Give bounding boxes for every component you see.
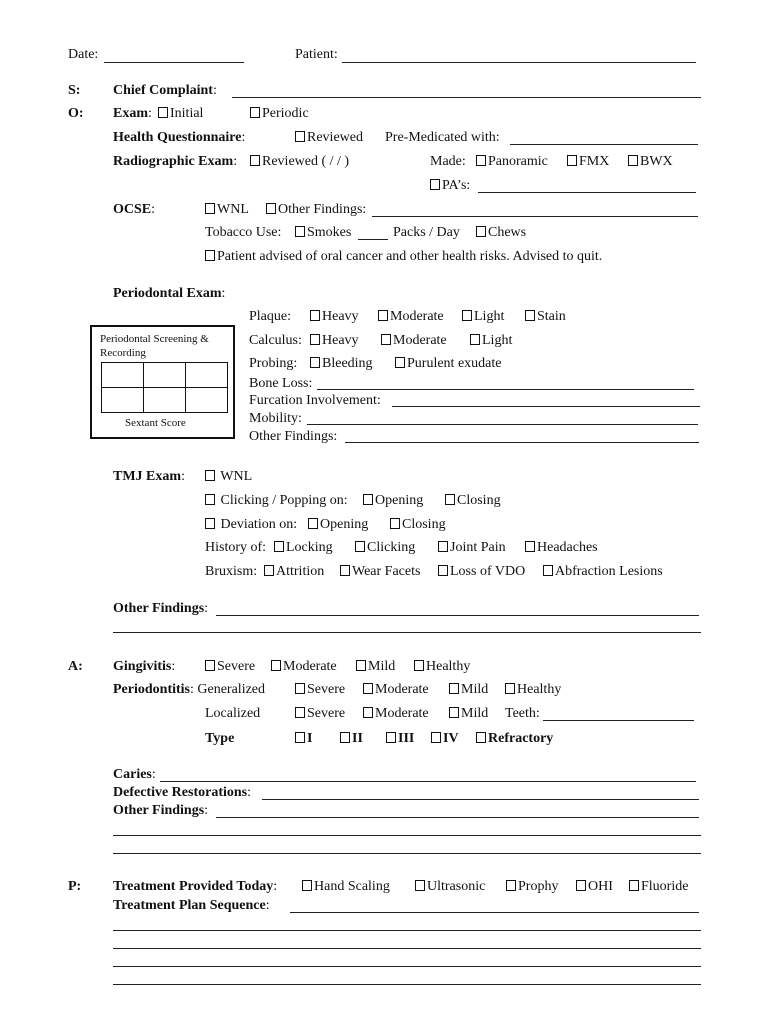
defective-restorations-field[interactable] bbox=[262, 799, 699, 800]
radiographic-exam-label: Radiographic Exam: bbox=[113, 154, 238, 169]
ocse-other-option[interactable]: Other Findings: bbox=[266, 202, 366, 218]
packs-field[interactable] bbox=[358, 239, 388, 240]
gingivitis-severe-option[interactable]: Severe bbox=[205, 659, 255, 675]
checkbox-icon[interactable] bbox=[355, 541, 365, 552]
checkbox-icon[interactable] bbox=[205, 250, 215, 261]
clicking-popping-option[interactable]: Clicking / Popping on: bbox=[205, 493, 348, 509]
ocse-wnl-option[interactable]: WNL bbox=[205, 202, 249, 218]
deviation-closing-option[interactable]: Closing bbox=[390, 517, 446, 533]
type-iv-option[interactable]: IV bbox=[431, 731, 459, 747]
checkbox-icon[interactable] bbox=[476, 732, 486, 743]
type-label: Type bbox=[205, 731, 235, 746]
a-other-findings-line[interactable] bbox=[113, 835, 701, 836]
a-other-findings-label: Other Findings: bbox=[113, 803, 209, 818]
gen-mild-option[interactable]: Mild bbox=[449, 682, 488, 698]
checkbox-icon[interactable] bbox=[567, 155, 577, 166]
tmj-exam-label: TMJ Exam: bbox=[113, 469, 185, 484]
checkbox-icon[interactable] bbox=[629, 880, 639, 891]
checkbox-icon[interactable] bbox=[356, 660, 366, 671]
section-p-letter: P: bbox=[68, 879, 82, 894]
ocse-label: OCSE: bbox=[113, 202, 156, 217]
plaque-label: Plaque: bbox=[249, 309, 291, 324]
premedicated-label: Pre-Medicated with: bbox=[385, 130, 500, 145]
checkbox-icon[interactable] bbox=[205, 470, 215, 481]
treatment-sequence-line[interactable] bbox=[113, 966, 701, 967]
o-other-findings-line[interactable] bbox=[113, 632, 701, 633]
checkbox-icon[interactable] bbox=[310, 334, 320, 345]
psr-box bbox=[90, 325, 235, 439]
clicking-opening-option[interactable]: Opening bbox=[363, 493, 423, 509]
checkbox-icon[interactable] bbox=[205, 518, 215, 529]
health-questionnaire-label: Health Questionnaire: bbox=[113, 130, 246, 145]
ocse-other-field[interactable] bbox=[372, 216, 698, 217]
calculus-label: Calculus: bbox=[249, 333, 302, 348]
bone-loss-label: Bone Loss: bbox=[249, 376, 313, 391]
checkbox-icon[interactable] bbox=[449, 707, 459, 718]
checkbox-icon[interactable] bbox=[250, 107, 260, 118]
checkbox-icon[interactable] bbox=[525, 310, 535, 321]
checkbox-icon[interactable] bbox=[363, 707, 373, 718]
ohi-option[interactable]: OHI bbox=[576, 879, 613, 895]
sextant-cell[interactable] bbox=[143, 387, 186, 413]
perio-other-findings-field[interactable] bbox=[345, 442, 699, 443]
checkbox-icon[interactable] bbox=[274, 541, 284, 552]
checkbox-icon[interactable] bbox=[628, 155, 638, 166]
attrition-option[interactable]: Attrition bbox=[264, 564, 324, 580]
sextant-cell[interactable] bbox=[143, 362, 186, 388]
checkbox-icon[interactable] bbox=[295, 707, 305, 718]
checkbox-icon[interactable] bbox=[543, 565, 553, 576]
radio-reviewed-option[interactable]: Reviewed ( / / ) bbox=[250, 154, 349, 170]
gingivitis-label: Gingivitis: bbox=[113, 659, 176, 674]
ultrasonic-option[interactable]: Ultrasonic bbox=[415, 879, 485, 895]
section-o-letter: O: bbox=[68, 106, 84, 121]
checkbox-icon[interactable] bbox=[386, 732, 396, 743]
date-label: Date: bbox=[68, 47, 99, 62]
sextant-score-label: Sextant Score bbox=[125, 417, 186, 429]
checkbox-icon[interactable] bbox=[476, 155, 486, 166]
periodontal-exam-label: Periodontal Exam: bbox=[113, 286, 226, 301]
checkbox-icon[interactable] bbox=[158, 107, 168, 118]
loss-vdo-option[interactable]: Loss of VDO bbox=[438, 564, 525, 580]
panoramic-option[interactable]: Panoramic bbox=[476, 154, 548, 170]
headaches-option[interactable]: Headaches bbox=[525, 540, 598, 556]
clicking-closing-option[interactable]: Closing bbox=[445, 493, 501, 509]
abfraction-option[interactable]: Abfraction Lesions bbox=[543, 564, 663, 580]
joint-pain-option[interactable]: Joint Pain bbox=[438, 540, 506, 556]
checkbox-icon[interactable] bbox=[395, 357, 405, 368]
checkbox-icon[interactable] bbox=[205, 203, 215, 214]
caries-field[interactable] bbox=[160, 781, 696, 782]
checkbox-icon[interactable] bbox=[310, 357, 320, 368]
pas-field[interactable] bbox=[478, 192, 696, 193]
bleeding-option[interactable]: Bleeding bbox=[310, 356, 373, 372]
mobility-label: Mobility: bbox=[249, 411, 302, 426]
checkbox-icon[interactable] bbox=[340, 565, 350, 576]
teeth-label: Teeth: bbox=[505, 706, 540, 721]
a-other-findings-field[interactable] bbox=[216, 817, 699, 818]
checkbox-icon[interactable] bbox=[264, 565, 274, 576]
sextant-cell[interactable] bbox=[101, 387, 144, 413]
checkbox-icon[interactable] bbox=[390, 518, 400, 529]
treatment-sequence-line[interactable] bbox=[113, 948, 701, 949]
psr-title: Periodontal Screening & Recording bbox=[100, 333, 209, 359]
patient-field[interactable] bbox=[342, 62, 696, 63]
treatment-sequence-line[interactable] bbox=[113, 930, 701, 931]
bwx-option[interactable]: BWX bbox=[628, 154, 673, 170]
checkbox-icon[interactable] bbox=[302, 880, 312, 891]
sextant-cell[interactable] bbox=[185, 362, 228, 388]
probing-label: Probing: bbox=[249, 356, 298, 371]
tobacco-label: Tobacco Use: bbox=[205, 225, 282, 240]
section-a-letter: A: bbox=[68, 659, 83, 674]
advised-option[interactable]: Patient advised of oral cancer and other health risks. Advised to quit. bbox=[205, 249, 602, 265]
hand-scaling-option[interactable]: Hand Scaling bbox=[302, 879, 390, 895]
tmj-wnl-option[interactable]: WNL bbox=[205, 469, 252, 485]
gen-severe-option[interactable]: Severe bbox=[295, 682, 345, 698]
gingivitis-healthy-option[interactable]: Healthy bbox=[414, 659, 470, 675]
refractory-option[interactable]: Refractory bbox=[476, 731, 553, 747]
checkbox-icon[interactable] bbox=[431, 732, 441, 743]
calculus-moderate-option[interactable]: Moderate bbox=[381, 333, 447, 349]
perio-other-findings-label: Other Findings: bbox=[249, 429, 338, 444]
deviation-opening-option[interactable]: Opening bbox=[308, 517, 368, 533]
bruxism-label: Bruxism: bbox=[205, 564, 258, 579]
chief-complaint-label: Chief Complaint: bbox=[113, 83, 217, 98]
checkbox-icon[interactable] bbox=[381, 334, 391, 345]
wear-facets-option[interactable]: Wear Facets bbox=[340, 564, 420, 580]
fluoride-option[interactable]: Fluoride bbox=[629, 879, 688, 895]
locking-option[interactable]: Locking bbox=[274, 540, 333, 556]
fmx-option[interactable]: FMX bbox=[567, 154, 609, 170]
checkbox-icon[interactable] bbox=[271, 660, 281, 671]
periodontitis-label: Periodontitis: Generalized bbox=[113, 682, 266, 697]
checkbox-icon[interactable] bbox=[462, 310, 472, 321]
pas-option[interactable]: PA’s: bbox=[430, 178, 470, 194]
checkbox-icon[interactable] bbox=[295, 226, 305, 237]
plaque-light-option[interactable]: Light bbox=[462, 309, 504, 325]
checkbox-icon[interactable] bbox=[445, 494, 455, 505]
loc-mild-option[interactable]: Mild bbox=[449, 706, 488, 722]
a-other-findings-line[interactable] bbox=[113, 853, 701, 854]
type-i-option[interactable]: I bbox=[295, 731, 312, 747]
type-iii-option[interactable]: III bbox=[386, 731, 414, 747]
calculus-heavy-option[interactable]: Heavy bbox=[310, 333, 359, 349]
checkbox-icon[interactable] bbox=[310, 310, 320, 321]
furcation-field[interactable] bbox=[392, 406, 700, 407]
loc-moderate-option[interactable]: Moderate bbox=[363, 706, 429, 722]
checkbox-icon[interactable] bbox=[476, 226, 486, 237]
history-label: History of: bbox=[205, 540, 267, 555]
sextant-cell[interactable] bbox=[101, 362, 144, 388]
checkbox-icon[interactable] bbox=[378, 310, 388, 321]
checkbox-icon[interactable] bbox=[308, 518, 318, 529]
treatment-today-label: Treatment Provided Today: bbox=[113, 879, 278, 894]
o-other-findings-label: Other Findings: bbox=[113, 601, 209, 616]
purulent-option[interactable]: Purulent exudate bbox=[395, 356, 501, 372]
checkbox-icon[interactable] bbox=[505, 683, 515, 694]
checkbox-icon[interactable] bbox=[205, 494, 215, 505]
checkbox-icon[interactable] bbox=[470, 334, 480, 345]
gingivitis-moderate-option[interactable]: Moderate bbox=[271, 659, 337, 675]
gingivitis-mild-option[interactable]: Mild bbox=[356, 659, 395, 675]
prophy-option[interactable]: Prophy bbox=[506, 879, 558, 895]
checkbox-icon[interactable] bbox=[266, 203, 276, 214]
checkbox-icon[interactable] bbox=[525, 541, 535, 552]
gen-healthy-option[interactable]: Healthy bbox=[505, 682, 561, 698]
plaque-moderate-option[interactable]: Moderate bbox=[378, 309, 444, 325]
checkbox-icon[interactable] bbox=[430, 179, 440, 190]
packs-label: Packs / Day bbox=[393, 225, 460, 240]
sextant-cell[interactable] bbox=[185, 387, 228, 413]
checkbox-icon[interactable] bbox=[205, 660, 215, 671]
caries-label: Caries: bbox=[113, 767, 156, 782]
checkbox-icon[interactable] bbox=[340, 732, 350, 743]
deviation-option[interactable]: Deviation on: bbox=[205, 517, 297, 533]
checkbox-icon[interactable] bbox=[250, 155, 260, 166]
plaque-stain-option[interactable]: Stain bbox=[525, 309, 566, 325]
premedicated-field[interactable] bbox=[510, 144, 698, 145]
loc-severe-option[interactable]: Severe bbox=[295, 706, 345, 722]
chief-complaint-field[interactable] bbox=[232, 97, 701, 98]
bone-loss-field[interactable] bbox=[317, 389, 694, 390]
type-ii-option[interactable]: II bbox=[340, 731, 363, 747]
checkbox-icon[interactable] bbox=[295, 131, 305, 142]
section-s-letter: S: bbox=[68, 83, 81, 98]
checkbox-icon[interactable] bbox=[414, 660, 424, 671]
calculus-light-option[interactable]: Light bbox=[470, 333, 512, 349]
history-clicking-option[interactable]: Clicking bbox=[355, 540, 415, 556]
checkbox-icon[interactable] bbox=[295, 732, 305, 743]
checkbox-icon[interactable] bbox=[576, 880, 586, 891]
localized-label: Localized bbox=[205, 706, 261, 721]
treatment-sequence-label: Treatment Plan Sequence: bbox=[113, 898, 270, 913]
date-field[interactable] bbox=[104, 62, 244, 63]
checkbox-icon[interactable] bbox=[295, 683, 305, 694]
defective-restorations-label: Defective Restorations: bbox=[113, 785, 252, 800]
checkbox-icon[interactable] bbox=[415, 880, 425, 891]
o-other-findings-field[interactable] bbox=[216, 615, 699, 616]
smokes-option[interactable]: Smokes bbox=[295, 225, 351, 241]
patient-label: Patient: bbox=[295, 47, 338, 62]
treatment-sequence-field[interactable] bbox=[290, 912, 699, 913]
chews-option[interactable]: Chews bbox=[476, 225, 526, 241]
teeth-field[interactable] bbox=[543, 720, 694, 721]
gen-moderate-option[interactable]: Moderate bbox=[363, 682, 429, 698]
hq-reviewed-option[interactable]: Reviewed bbox=[295, 130, 363, 146]
treatment-sequence-line[interactable] bbox=[113, 984, 701, 985]
checkbox-icon[interactable] bbox=[363, 683, 373, 694]
checkbox-icon[interactable] bbox=[506, 880, 516, 891]
plaque-heavy-option[interactable]: Heavy bbox=[310, 309, 359, 325]
exam-label: Exam: bbox=[113, 106, 152, 121]
checkbox-icon[interactable] bbox=[438, 565, 448, 576]
checkbox-icon[interactable] bbox=[449, 683, 459, 694]
made-label: Made: bbox=[430, 154, 466, 169]
furcation-label: Furcation Involvement: bbox=[249, 393, 381, 408]
exam-initial-option[interactable]: Initial bbox=[158, 106, 203, 122]
checkbox-icon[interactable] bbox=[363, 494, 373, 505]
checkbox-icon[interactable] bbox=[438, 541, 448, 552]
mobility-field[interactable] bbox=[307, 424, 698, 425]
exam-periodic-option[interactable]: Periodic bbox=[250, 106, 309, 122]
